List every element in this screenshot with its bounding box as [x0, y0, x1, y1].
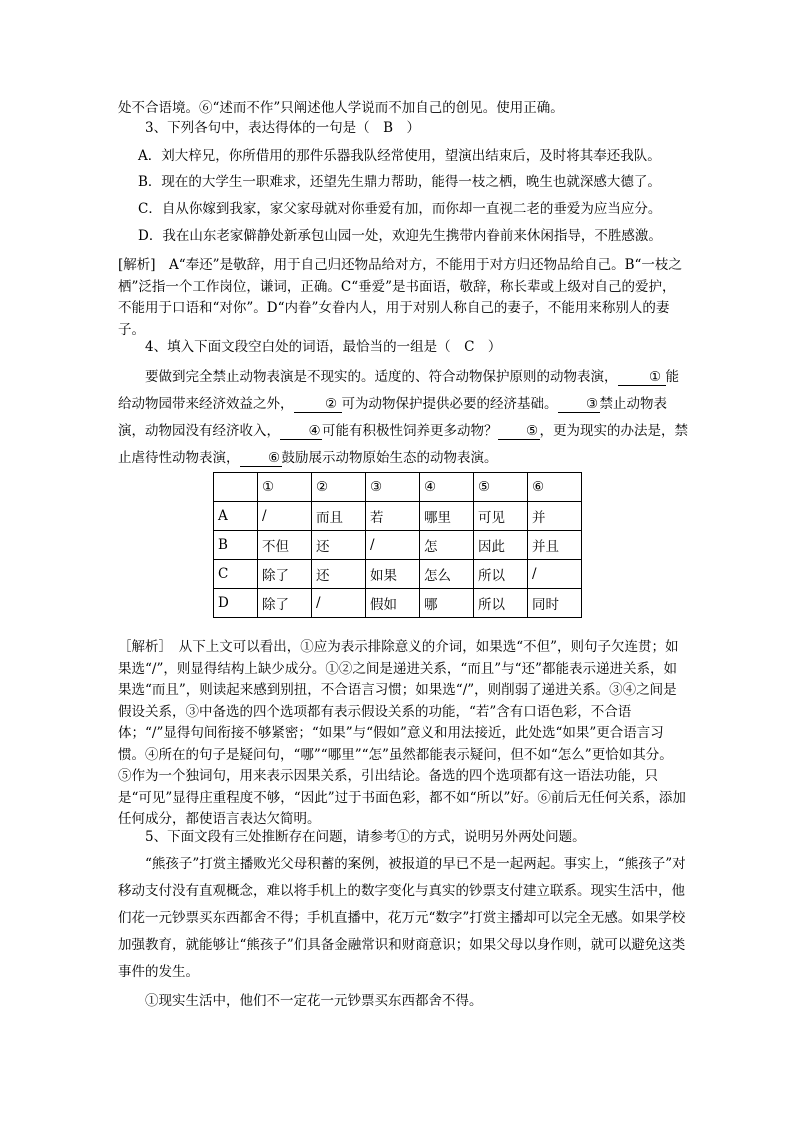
- table-cell: ⑥: [528, 473, 582, 502]
- passage-segment: 禁止动物表演，动物园没有经济收入，: [118, 396, 667, 439]
- question-5-passage: “熊孩子”打赏主播败光父母积蓄的案例，被报道的早已不是一起两起。事实上，“熊孩子”对移动支付没有直观概念，难以将手机上的数字变化与真实的钞票支付建立联系。现实生活中，他们花一元钞票买东西都舍不得；手机直播中，花万元“数字”打赏主播却可以完全无感。如果学校加强教育，就能够让“熊孩子”们具备金融常识和财商意识；如果父母以身作则，就可以避免这类事件的发生。: [118, 856, 686, 980]
- table-row: [214, 531, 582, 560]
- blank-2: ②: [294, 396, 342, 413]
- table-cell: ③: [366, 473, 420, 502]
- table-cell: 除了: [258, 560, 312, 589]
- table-cell: ⑤: [474, 473, 528, 502]
- table-cell: 哪: [420, 589, 474, 618]
- explanation-tail: 处不合语境。⑥“述而不作”只阐述他人学说而不加自己的创见。使用正确。: [118, 100, 564, 116]
- table-cell: 所以: [474, 589, 528, 618]
- passage-segment: ，更为现实的办法是，禁止虐待性动物表演，: [118, 423, 688, 466]
- passage-segment: 可能有积极性饲养更多动物？: [322, 423, 498, 439]
- table-cell: /: [366, 531, 420, 560]
- table-row: [214, 502, 582, 531]
- table-cell: D: [214, 589, 258, 618]
- table-cell: ②: [312, 473, 366, 502]
- question-4-passage: [118, 364, 692, 472]
- table-cell: /: [258, 502, 312, 531]
- table-cell: 怎么: [420, 560, 474, 589]
- table-cell: 不但: [258, 531, 312, 560]
- table-cell: 还: [312, 560, 366, 589]
- question-3-stem: 3、下列各句中，表达得体的一句是（ B ）: [145, 120, 421, 136]
- question-3-option-c: C．自从你嫁到我家，家父家母就对你垂爱有加，而你却一直视二老的垂爱为应当应分。: [138, 201, 662, 217]
- blank-5: ⑤: [498, 423, 540, 440]
- table-cell: /: [312, 589, 366, 618]
- passage-segment: 要做到完全禁止动物表演是不现实的。适度的、符合动物保护原则的动物表演，: [145, 369, 618, 385]
- blank-3: ③: [558, 396, 600, 413]
- table-cell: 可见: [474, 502, 528, 531]
- table-cell: 并: [528, 502, 582, 531]
- table-cell: 若: [366, 502, 420, 531]
- question-5-sample-answer: ①现实生活中，他们不一定花一元钞票买东西都舍不得。: [145, 993, 483, 1009]
- blank-6: ⑥: [240, 450, 282, 467]
- table-cell: ①: [258, 473, 312, 502]
- table-cell: 除了: [258, 589, 312, 618]
- table-cell: 哪里: [420, 502, 474, 531]
- question-3-analysis: [解析] A“奉还”是敬辞，用于自己归还物品给对方，不能用于对方归还物品给自己。B“一枝之栖”泛指一个工作岗位，谦词，正确。C“垂爱”是书面语，敬辞，称长辈或上级对自己的爱护，不能用于口语和“对你”。D“内眷”女眷内人，用于对别人称自己的妻子，不能用来称别人的妻子。: [118, 257, 682, 338]
- table-cell: 而且: [312, 502, 366, 531]
- table-row: [214, 589, 582, 618]
- table-cell: 怎: [420, 531, 474, 560]
- question-3-option-b: B．现在的大学生一职难求，还望先生鼎力帮助，能得一枝之栖，晚生也就深感大德了。: [138, 174, 661, 190]
- table-header-row: [214, 473, 582, 502]
- blank-1: ①: [618, 369, 666, 386]
- table-cell: C: [214, 560, 258, 589]
- table-cell: B: [214, 531, 258, 560]
- table-cell: [214, 473, 258, 502]
- question-3-option-a: A．刘大梓兄，你所借用的那件乐器我队经常使用，望演出结束后，及时将其奉还我队。: [138, 148, 661, 164]
- table-cell: /: [528, 560, 582, 589]
- passage-segment: 可为动物保护提供必要的经济基础。: [341, 396, 558, 412]
- question-3-option-d: D．我在山东老家僻静处新承包山园一处，欢迎先生携带内眷前来休闲指导，不胜感激。: [138, 228, 662, 244]
- table-row: [214, 560, 582, 589]
- passage-segment: 能给动物园带来经济效益之外，: [118, 369, 679, 412]
- table-cell: ④: [420, 473, 474, 502]
- table-cell: 因此: [474, 531, 528, 560]
- table-cell: 并且: [528, 531, 582, 560]
- table-cell: 同时: [528, 589, 582, 618]
- question-4-stem: 4、填入下面文段空白处的词语，最恰当的一组是（ C ）: [145, 339, 502, 355]
- table-cell: A: [214, 502, 258, 531]
- passage-segment: 鼓励展示动物原始生态的动物表演。: [281, 450, 498, 466]
- answer-options-table: [213, 472, 582, 618]
- table-cell: 假如: [366, 589, 420, 618]
- blank-4: ④: [280, 423, 322, 440]
- table-cell: 所以: [474, 560, 528, 589]
- table-cell: 如果: [366, 560, 420, 589]
- table-cell: 还: [312, 531, 366, 560]
- question-4-analysis: ［解析］ 从下上文可以看出，①应为表示排除意义的介词，如果选“不但”，则句子欠连贯；如果选“/”，则显得结构上缺少成分。①②之间是递进关系，“而且”与“还”都能表示递进关系，如果选“而且”，则读起来感到别扭，不合语言习惯；如果选“/”，则削弱了递进关系。③④之间是假设关系，③中备选的四个选项都有表示假设关系的功能，“若”含有口语色彩，不合语体；“/”显得句间衔接不够紧密；“如果”与“假如”意义和用法接近，此处选“如果”更合语言习惯。④所在的句子是疑问句，“哪”“哪里”“怎”虽然都能表示疑问，但不如“怎么”更恰如其分。⑤作为一个独词句，用来表示因果关系，引出结论。备选的四个选项都有这一语法功能，只是“可见”显得庄重程度不够，“因此”过于书面色彩，都不如“所以”好。⑥前后无任何关系，添加任何成分，都使语言表达欠简明。: [118, 639, 686, 827]
- question-5-stem: 5、下面文段有三处推断存在问题，请参考①的方式，说明另外两处问题。: [145, 829, 586, 845]
